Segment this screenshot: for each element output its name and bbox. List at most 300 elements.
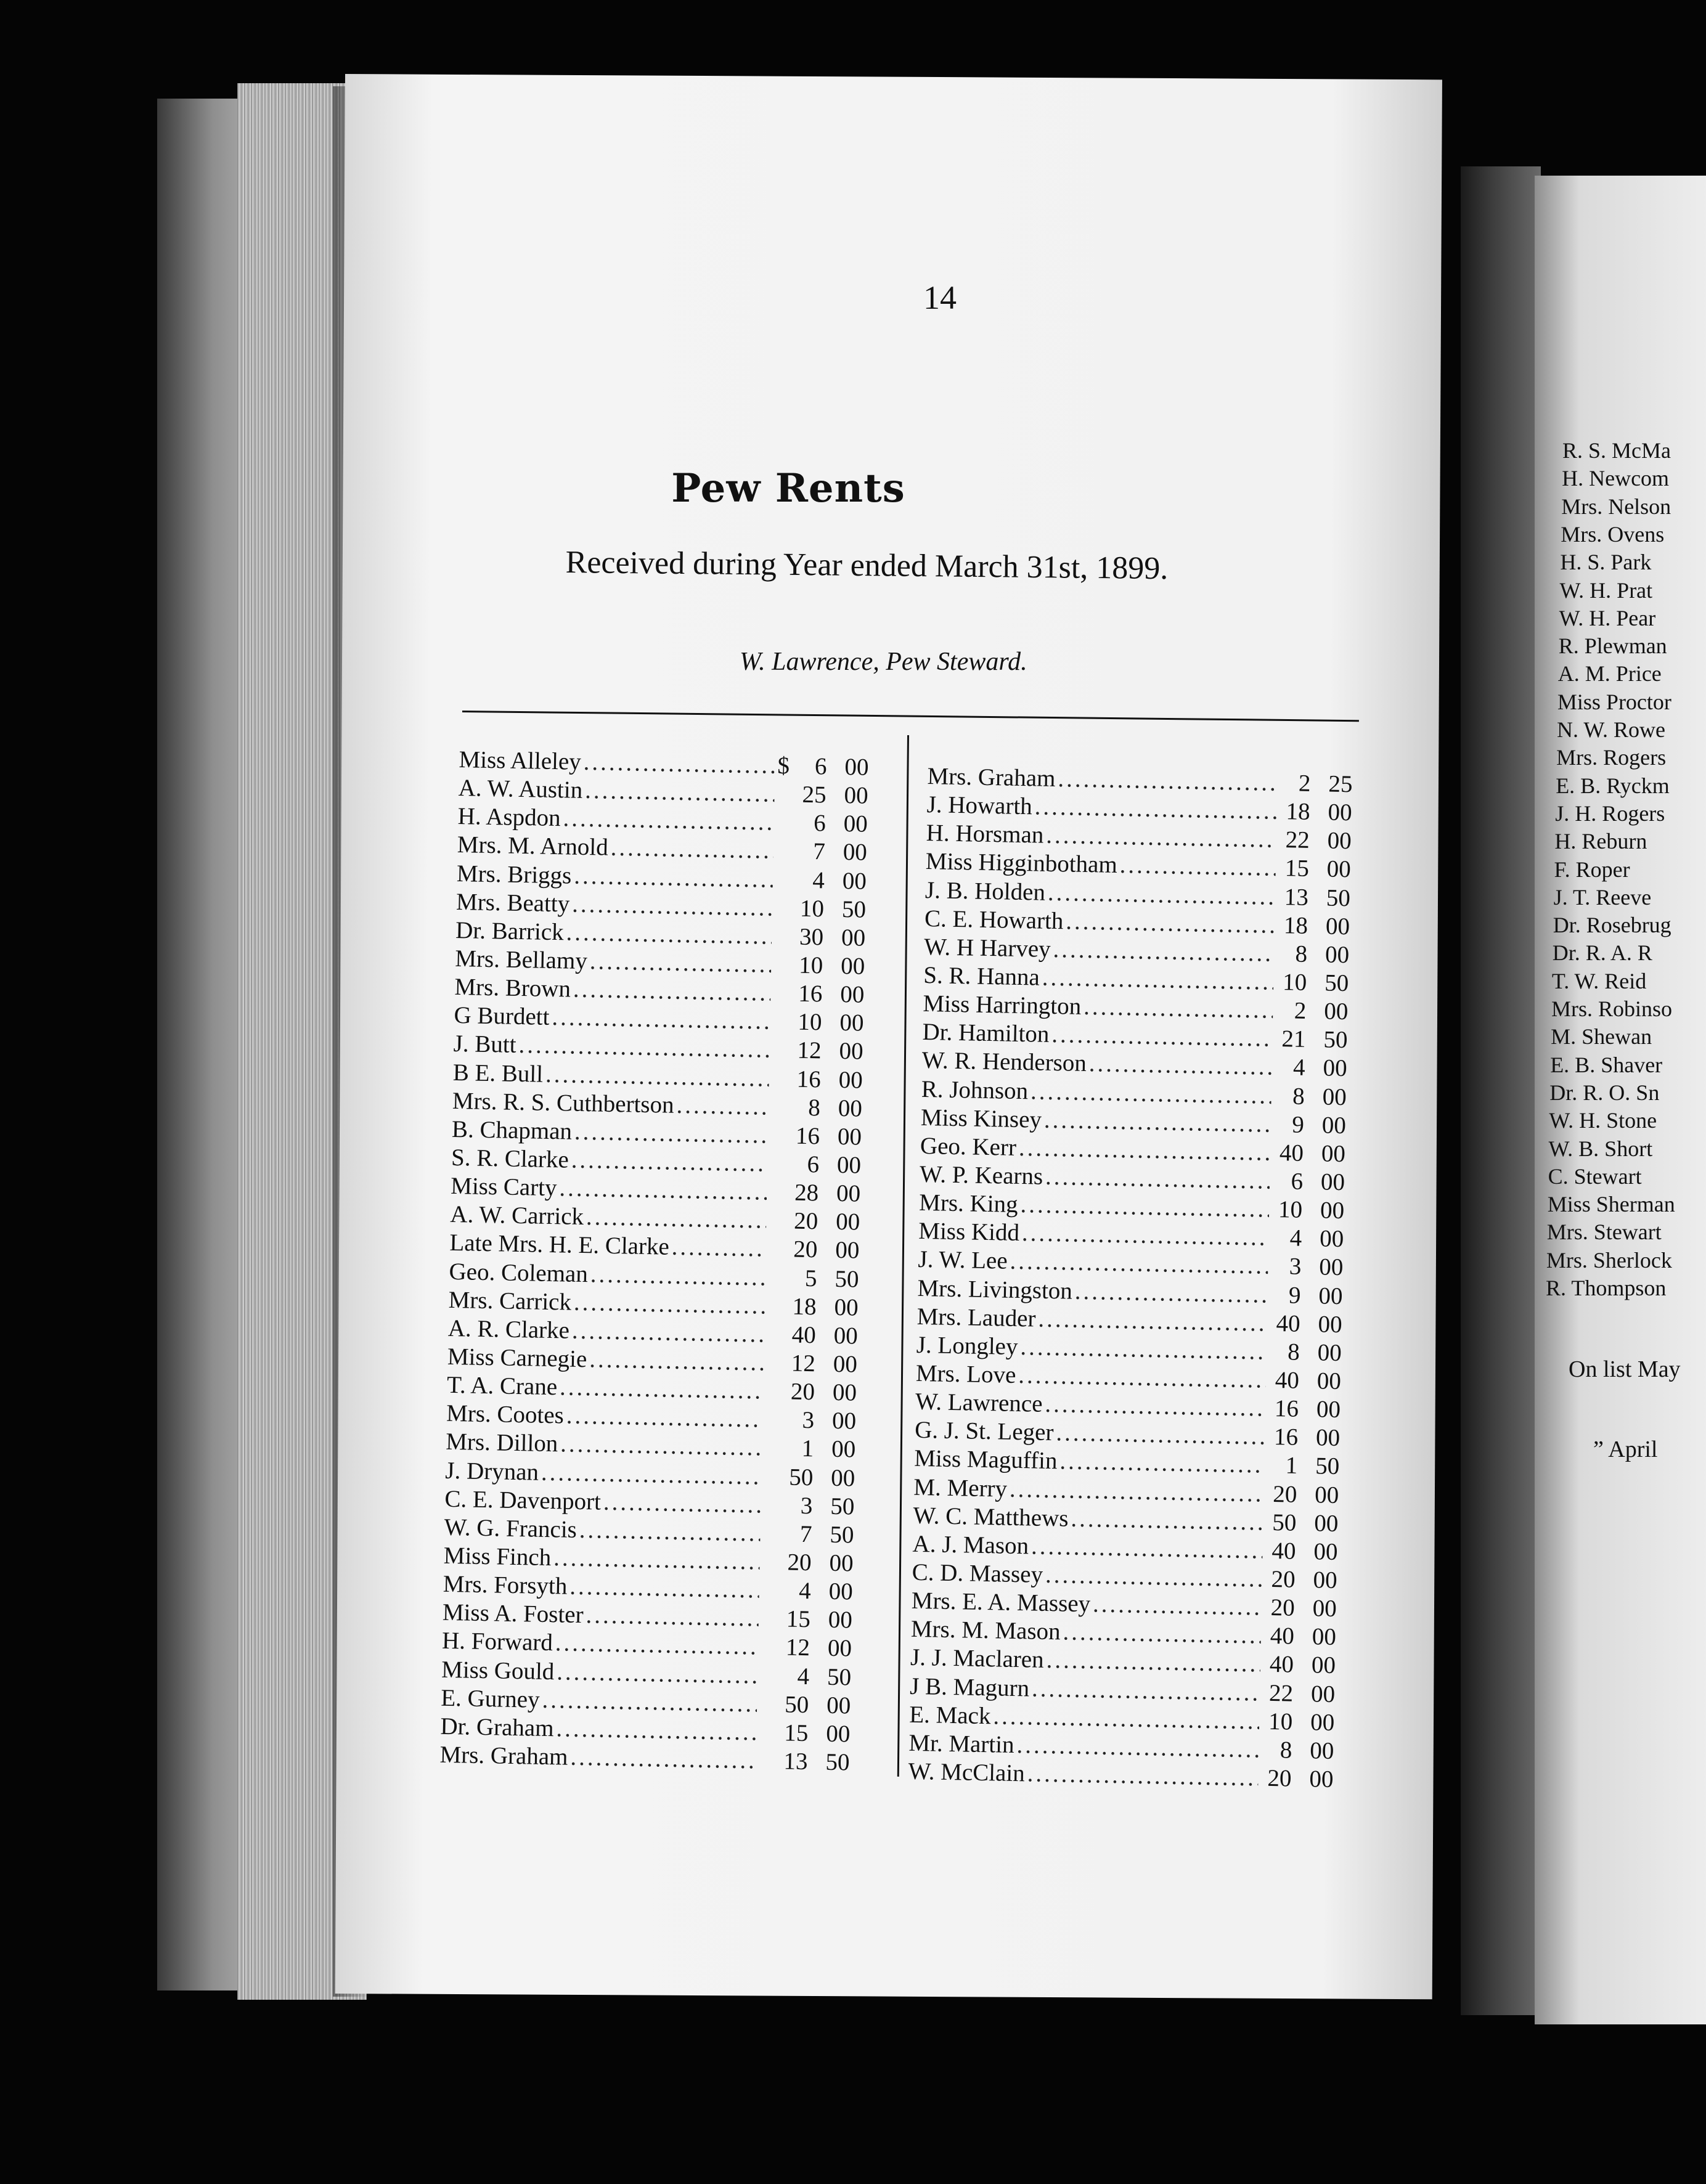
payer-name: W. McClain <box>908 1758 1026 1787</box>
amount-dollars: 1 <box>1285 1452 1298 1480</box>
payer-name: Dr. Graham <box>440 1713 554 1742</box>
amount-dollars: 9 <box>1288 1281 1301 1309</box>
payer-name: J. J. Maclaren <box>910 1644 1045 1674</box>
leader-dots <box>574 862 773 893</box>
leader-dots <box>1088 1050 1272 1082</box>
amount-dollars: 30 <box>799 923 824 951</box>
amount-dollars: 20 <box>793 1207 818 1235</box>
amount-dollars: 6 <box>1291 1168 1304 1195</box>
amount-dollars: 3 <box>1289 1253 1302 1281</box>
leader-dots <box>1051 1021 1273 1053</box>
leader-dots <box>1010 1247 1268 1280</box>
amount-dollars: 20 <box>1270 1594 1296 1621</box>
amount-dollars: 10 <box>1282 969 1307 996</box>
amount-cents: 00 <box>836 1180 861 1207</box>
amount-cents: 00 <box>828 1578 854 1605</box>
amount-dollars: 20 <box>793 1236 818 1263</box>
amount-dollars: 8 <box>1295 940 1308 968</box>
amount-cents: 00 <box>831 1436 856 1463</box>
amount-dollars: 4 <box>1289 1224 1302 1252</box>
amount-dollars: 1 <box>801 1435 814 1462</box>
page-title <box>0 465 1706 511</box>
payer-name: J. B. Holden <box>924 876 1046 906</box>
amount-cents: 50 <box>825 1748 850 1776</box>
leader-dots <box>1084 993 1273 1024</box>
leader-dots <box>559 1174 767 1205</box>
amount-dollars: 5 <box>804 1265 817 1292</box>
amount-cents: 00 <box>1316 1396 1341 1424</box>
payer-name: Mrs. Forsyth <box>443 1570 568 1600</box>
amount-cents: 00 <box>1312 1623 1337 1651</box>
currency-sign <box>764 1484 782 1485</box>
payer-name: R. Johnson <box>921 1075 1029 1104</box>
payer-name: Mrs. Beatty <box>455 888 570 918</box>
amount-dollars: 15 <box>783 1719 809 1746</box>
amount-cents: 00 <box>1320 1197 1345 1224</box>
leader-dots <box>610 834 773 865</box>
currency-sign <box>761 1626 780 1627</box>
next-page-list-item: W. B. Short <box>1548 1136 1653 1161</box>
leader-dots <box>545 1060 770 1092</box>
currency-sign <box>772 1029 791 1030</box>
next-page-list-item: Mrs. Rogers <box>1556 745 1667 770</box>
amount-cents: 00 <box>1319 1225 1344 1253</box>
amount-dollars: 10 <box>798 1008 822 1036</box>
amount-dollars: 10 <box>799 895 825 923</box>
amount-cents: 00 <box>843 810 868 838</box>
leader-dots <box>589 947 771 979</box>
currency-sign <box>774 944 793 945</box>
payer-name: C. E. Davenport <box>444 1485 602 1515</box>
payer-name: Mrs. M. Arnold <box>457 831 609 862</box>
next-page-list-item: H. Newcom <box>1562 466 1670 491</box>
amount-cents: 00 <box>835 1208 860 1236</box>
payer-name: Miss Higginbotham <box>925 848 1118 879</box>
payer-name: M. Merry <box>913 1473 1008 1502</box>
payer-name: G Burdett <box>454 1002 550 1031</box>
amount-cents: 00 <box>1326 855 1352 883</box>
leader-dots <box>1045 1163 1270 1195</box>
amount-dollars: 22 <box>1268 1679 1294 1707</box>
payer-name: Mrs. Lauder <box>916 1303 1036 1332</box>
payer-name: A. R. Clarke <box>447 1314 570 1344</box>
next-page-list-item: Mrs. Sherlock <box>1546 1247 1672 1273</box>
next-page-list-item: Miss Sherman <box>1547 1192 1675 1217</box>
amount-cents: 50 <box>830 1493 855 1520</box>
amount-dollars: 2 <box>1298 770 1311 797</box>
amount-dollars: 13 <box>783 1748 808 1775</box>
amount-cents: 00 <box>832 1379 857 1406</box>
amount-cents: 00 <box>839 1009 864 1037</box>
leader-dots <box>557 1658 758 1689</box>
leader-dots <box>671 1233 766 1263</box>
amount-cents: 00 <box>1309 1766 1334 1793</box>
payer-name: Mrs. R. S. Cuthbertson <box>452 1087 674 1118</box>
payer-name: B. Chapman <box>451 1115 573 1145</box>
leader-dots <box>1059 1448 1265 1479</box>
next-page-list-item: J. T. Reeve <box>1553 884 1652 910</box>
amount-cents: 00 <box>1321 1140 1346 1167</box>
leader-dots <box>566 1402 762 1433</box>
amount-cents: 00 <box>1318 1253 1344 1281</box>
leader-dots <box>1066 907 1275 939</box>
payer-name: Miss Kinsey <box>920 1104 1042 1133</box>
currency-sign <box>760 1683 778 1684</box>
next-page-list-item: Mrs. Nelson <box>1561 494 1671 519</box>
leader-dots <box>1056 1419 1265 1450</box>
amount-dollars: 7 <box>799 1520 812 1548</box>
payer-name: J. Howarth <box>926 791 1033 820</box>
leader-dots <box>570 1743 756 1775</box>
amount-cents: 00 <box>1324 941 1350 969</box>
leader-dots <box>1093 1590 1262 1621</box>
payer-name: E. Mack <box>908 1701 991 1729</box>
payer-name: W. C. Matthews <box>913 1502 1069 1532</box>
leader-dots <box>1045 1561 1262 1593</box>
leader-dots <box>553 1544 760 1575</box>
next-page-list-item: E. B. Shaver <box>1550 1052 1663 1077</box>
leader-dots <box>1053 935 1274 968</box>
next-page-list-item: Miss Proctor <box>1557 689 1671 714</box>
payer-name: Mrs. King <box>918 1189 1019 1218</box>
amount-cents: 00 <box>836 1151 862 1179</box>
currency-sign <box>767 1342 785 1343</box>
leader-dots <box>1018 1361 1266 1394</box>
next-page-list-item: A. M. Price <box>1557 661 1662 687</box>
amount-cents: 00 <box>830 1464 855 1492</box>
leader-dots <box>1010 1475 1264 1507</box>
payer-name: Mrs. E. A. Massey <box>911 1587 1091 1618</box>
amount-cents: 00 <box>843 839 868 866</box>
next-page-list-item: Dr. R. A. R <box>1552 940 1652 966</box>
amount-cents: 00 <box>838 1066 863 1094</box>
leader-dots <box>1058 765 1278 797</box>
currency-sign <box>770 1171 788 1172</box>
payer-name: Mrs. Dillon <box>445 1428 558 1457</box>
next-page-list-item: M. Shewan <box>1551 1024 1652 1049</box>
amount-dollars: 40 <box>1269 1651 1294 1679</box>
leader-dots <box>1038 1305 1267 1337</box>
payer-name: J. W. Lee <box>918 1246 1008 1275</box>
next-page-list-item: Dr. R. O. Sn <box>1549 1080 1660 1105</box>
amount-dollars: 12 <box>797 1037 822 1064</box>
payer-name: A. W. Carrick <box>449 1201 584 1231</box>
amount-dollars: 10 <box>1278 1196 1303 1223</box>
payer-name: Geo. Coleman <box>449 1258 589 1287</box>
amount-dollars: 4 <box>812 866 825 894</box>
amount-cents: 00 <box>827 1635 852 1662</box>
amount-dollars: 40 <box>1271 1537 1296 1565</box>
leader-dots <box>586 1601 759 1632</box>
amount-dollars: 12 <box>791 1350 816 1377</box>
leader-dots <box>571 1146 767 1178</box>
payer-name: B E. Bull <box>452 1059 544 1088</box>
leader-dots <box>563 805 774 837</box>
leader-dots <box>572 890 773 921</box>
leader-dots <box>585 776 775 808</box>
currency-sign <box>765 1399 784 1400</box>
amount-cents: 00 <box>837 1123 862 1151</box>
next-page-list-item: R. Thompson <box>1546 1276 1667 1300</box>
amount-dollars: 20 <box>1267 1764 1292 1792</box>
amount-cents: 00 <box>833 1350 858 1378</box>
amount-dollars: 20 <box>790 1378 815 1406</box>
amount-cents: 50 <box>830 1521 854 1549</box>
payer-name: W. P. Kearns <box>919 1160 1043 1190</box>
book-gutter <box>1461 166 1541 2015</box>
payer-name: Miss Gould <box>441 1656 555 1685</box>
payer-name: A. W. Austin <box>458 775 583 804</box>
amount-dollars: 7 <box>812 838 826 865</box>
amount-dollars: 50 <box>1272 1509 1297 1536</box>
amount-dollars: 16 <box>796 1066 822 1093</box>
next-page-list-item: C. Stewart <box>1548 1163 1642 1189</box>
amount-cents: 00 <box>839 981 865 1008</box>
currency-sign <box>765 1427 783 1428</box>
payer-name: A. J. Mason <box>912 1530 1029 1560</box>
amount-dollars: 40 <box>791 1321 817 1349</box>
amount-cents: 00 <box>1325 913 1350 940</box>
leader-dots <box>560 1373 764 1404</box>
amount-cents: 50 <box>835 1265 859 1293</box>
amount-cents: 00 <box>1313 1567 1338 1594</box>
payer-name: Miss A. Foster <box>442 1599 584 1629</box>
leader-dots <box>1048 878 1276 910</box>
payer-name: Mrs. Livingston <box>917 1274 1073 1305</box>
leader-dots <box>1046 1646 1260 1678</box>
amount-cents: 50 <box>826 1663 852 1690</box>
currency-sign <box>759 1711 778 1712</box>
leader-dots <box>1031 1532 1263 1564</box>
amount-dollars: 12 <box>785 1634 810 1661</box>
leader-dots <box>556 1714 757 1746</box>
leader-dots <box>541 1458 762 1490</box>
payer-name: J. Butt <box>453 1030 516 1059</box>
amount-dollars: 40 <box>1279 1139 1304 1167</box>
amount-cents: 00 <box>840 952 865 980</box>
payer-name: W. Lawrence <box>915 1388 1043 1417</box>
amount-dollars: 50 <box>784 1691 809 1718</box>
payer-name: Miss Carty <box>450 1172 557 1202</box>
amount-dollars: 10 <box>1268 1708 1293 1735</box>
amount-cents: 00 <box>1309 1737 1334 1764</box>
leader-dots <box>1016 1731 1259 1764</box>
payer-name: W. R. Henderson <box>921 1047 1087 1077</box>
leader-dots <box>555 1629 758 1661</box>
leader-dots <box>1045 1390 1265 1422</box>
payer-name: Mrs. Bellamy <box>454 945 588 975</box>
payer-name: Miss Harrington <box>923 990 1082 1020</box>
page-number: 14 <box>923 279 957 316</box>
leader-dots <box>572 1317 765 1348</box>
amount-cents: 00 <box>1318 1282 1343 1310</box>
currency-sign <box>769 1228 787 1229</box>
next-page-list-item: W. H. Pear <box>1559 605 1656 630</box>
leader-dots <box>569 1573 759 1604</box>
amount-dollars: 10 <box>798 951 823 979</box>
leader-dots <box>1119 851 1276 882</box>
payer-name: J. Drynan <box>445 1457 539 1486</box>
amount-cents: 50 <box>1323 1026 1348 1054</box>
amount-dollars: 20 <box>1271 1565 1296 1593</box>
leader-dots <box>552 1003 770 1035</box>
amount-dollars: 40 <box>1276 1310 1301 1337</box>
currency-sign <box>776 858 794 859</box>
leader-dots <box>1020 1333 1267 1366</box>
leader-dots <box>566 918 772 950</box>
payer-name: H. Forward <box>441 1628 553 1656</box>
amount-dollars: 6 <box>814 753 827 780</box>
amount-dollars: 8 <box>1280 1737 1292 1764</box>
currency-sign <box>770 1143 789 1144</box>
leader-dots <box>542 1686 757 1718</box>
amount-dollars: 16 <box>1273 1424 1299 1451</box>
next-page-note-may: On list May <box>1569 1356 1681 1382</box>
next-page-list-item: F. Roper <box>1554 857 1630 882</box>
amount-dollars: 25 <box>802 781 826 809</box>
amount-dollars: 2 <box>1294 997 1307 1024</box>
payer-name: Mrs. M. Mason <box>910 1615 1061 1645</box>
payer-name: Dr. Barrick <box>455 916 565 946</box>
amount-cents: 50 <box>1324 969 1349 997</box>
currency-sign <box>773 972 792 973</box>
payer-name: Mrs. Cootes <box>446 1400 565 1429</box>
leader-dots <box>676 1091 769 1121</box>
currency-sign <box>776 830 794 831</box>
amount-cents: 00 <box>1311 1652 1336 1679</box>
amount-dollars: 40 <box>1270 1623 1295 1650</box>
next-page-list-item: W. H. Prat <box>1559 577 1653 603</box>
amount-dollars: 8 <box>1292 1083 1305 1110</box>
amount-dollars: 18 <box>792 1293 817 1320</box>
payer-name: Geo. Kerr <box>920 1132 1017 1161</box>
payer-name: J B. Magurn <box>909 1673 1030 1701</box>
next-page-list-item: R. Plewman <box>1558 634 1667 659</box>
payer-name: H. Horsman <box>926 820 1044 849</box>
amount-cents: 00 <box>839 1038 864 1066</box>
amount-cents: 00 <box>825 1720 851 1748</box>
right-column-list <box>908 762 1353 1794</box>
amount-dollars: 16 <box>795 1122 820 1150</box>
amount-cents: 00 <box>1318 1311 1343 1338</box>
pew-steward-credit: W. Lawrence, Pew Steward. <box>740 648 1027 676</box>
payer-name: C. D. Massey <box>912 1559 1043 1588</box>
leader-dots <box>518 1031 770 1064</box>
amount-dollars: 22 <box>1285 826 1310 854</box>
amount-dollars: 15 <box>1284 855 1310 882</box>
amount-cents: 25 <box>1328 770 1353 798</box>
payer-name: Mrs. Carrick <box>448 1286 572 1316</box>
amount-dollars: 28 <box>794 1179 819 1207</box>
payer-name: Mrs. Graham <box>927 762 1056 792</box>
leader-dots <box>560 1430 762 1462</box>
amount-cents: 00 <box>842 867 867 895</box>
next-page-list-item: Dr. Rosebrug <box>1553 913 1671 938</box>
next-page-list-item: Mrs. Robinso <box>1551 996 1673 1021</box>
payer-name: W. G. Francis <box>444 1514 578 1543</box>
amount-dollars: 18 <box>1283 911 1308 939</box>
leader-dots <box>574 1118 769 1149</box>
amount-cents: 00 <box>1313 1538 1338 1565</box>
amount-dollars: 15 <box>786 1605 811 1633</box>
leader-dots <box>1046 821 1276 854</box>
next-page-list-item: H. Reburn <box>1554 829 1647 854</box>
amount-dollars: 20 <box>1272 1480 1297 1508</box>
payer-name: Miss Kidd <box>918 1218 1020 1247</box>
amount-dollars: 6 <box>807 1151 820 1178</box>
leader-dots <box>573 976 771 1007</box>
amount-cents: 00 <box>838 1094 863 1122</box>
amount-cents: 00 <box>844 782 868 809</box>
currency-sign <box>767 1313 785 1314</box>
amount-cents: 00 <box>1310 1708 1335 1736</box>
leader-dots <box>1027 1759 1259 1791</box>
amount-dollars: 4 <box>797 1663 810 1690</box>
next-page-list-item: E. B. Ryckm <box>1556 773 1670 798</box>
page-subtitle: Received during Year ended March 31st, 1899. <box>565 544 1169 587</box>
leader-dots <box>1071 1504 1263 1536</box>
next-page-list-item: J. H. Rogers <box>1555 801 1665 826</box>
amount-dollars: 16 <box>1274 1395 1299 1422</box>
leader-dots <box>586 1203 767 1234</box>
next-page-list-item: N. W. Rowe <box>1557 717 1666 742</box>
next-page-list-item: Mrs. Stewart <box>1546 1220 1662 1245</box>
amount-cents: 50 <box>1315 1453 1340 1480</box>
amount-dollars: 8 <box>1287 1339 1300 1366</box>
amount-dollars: 16 <box>798 980 823 1008</box>
leader-dots <box>1031 1077 1271 1109</box>
currency-sign <box>763 1512 782 1513</box>
amount-cents: 00 <box>1328 799 1352 826</box>
currency-sign <box>767 1285 786 1286</box>
leader-dots <box>1034 793 1277 825</box>
payer-name: J. Longley <box>916 1331 1018 1360</box>
leader-dots <box>1063 1618 1261 1650</box>
amount-cents: 00 <box>1327 827 1352 855</box>
payer-name: T. A. Crane <box>446 1371 558 1401</box>
amount-cents: 00 <box>1310 1680 1336 1708</box>
currency-sign <box>772 1057 790 1058</box>
leader-dots <box>1042 964 1273 996</box>
leader-dots <box>583 748 775 780</box>
payer-name: Miss Alleley <box>459 746 582 775</box>
currency-sign: $ <box>777 752 790 780</box>
payer-name: H. Aspdon <box>457 803 561 832</box>
payer-name: Mr. Martin <box>908 1729 1015 1758</box>
amount-cents: 00 <box>1312 1595 1337 1623</box>
amount-cents: 00 <box>1317 1339 1342 1366</box>
leader-dots <box>1022 1219 1269 1252</box>
amount-dollars: 3 <box>800 1492 813 1519</box>
left-column-list <box>439 746 869 1777</box>
leader-dots <box>1020 1191 1269 1223</box>
amount-cents: 00 <box>1320 1168 1345 1196</box>
payer-name: Mrs. Brown <box>454 974 571 1003</box>
amount-cents: 00 <box>829 1549 854 1577</box>
amount-dollars: 4 <box>1292 1054 1306 1082</box>
payer-name: C. E. Howarth <box>924 905 1064 934</box>
leader-dots <box>1032 1674 1260 1706</box>
leader-dots <box>590 1260 765 1291</box>
next-page-list-item: H. S. Park <box>1560 550 1652 575</box>
amount-cents: 00 <box>835 1237 860 1265</box>
payer-name: Mrs. Love <box>915 1359 1016 1388</box>
amount-cents: 00 <box>1314 1481 1339 1509</box>
amount-dollars: 6 <box>813 810 826 837</box>
amount-cents: 00 <box>1314 1509 1339 1537</box>
amount-dollars: 20 <box>787 1549 812 1576</box>
next-page-list-item: R. S. McMa <box>1562 438 1671 463</box>
